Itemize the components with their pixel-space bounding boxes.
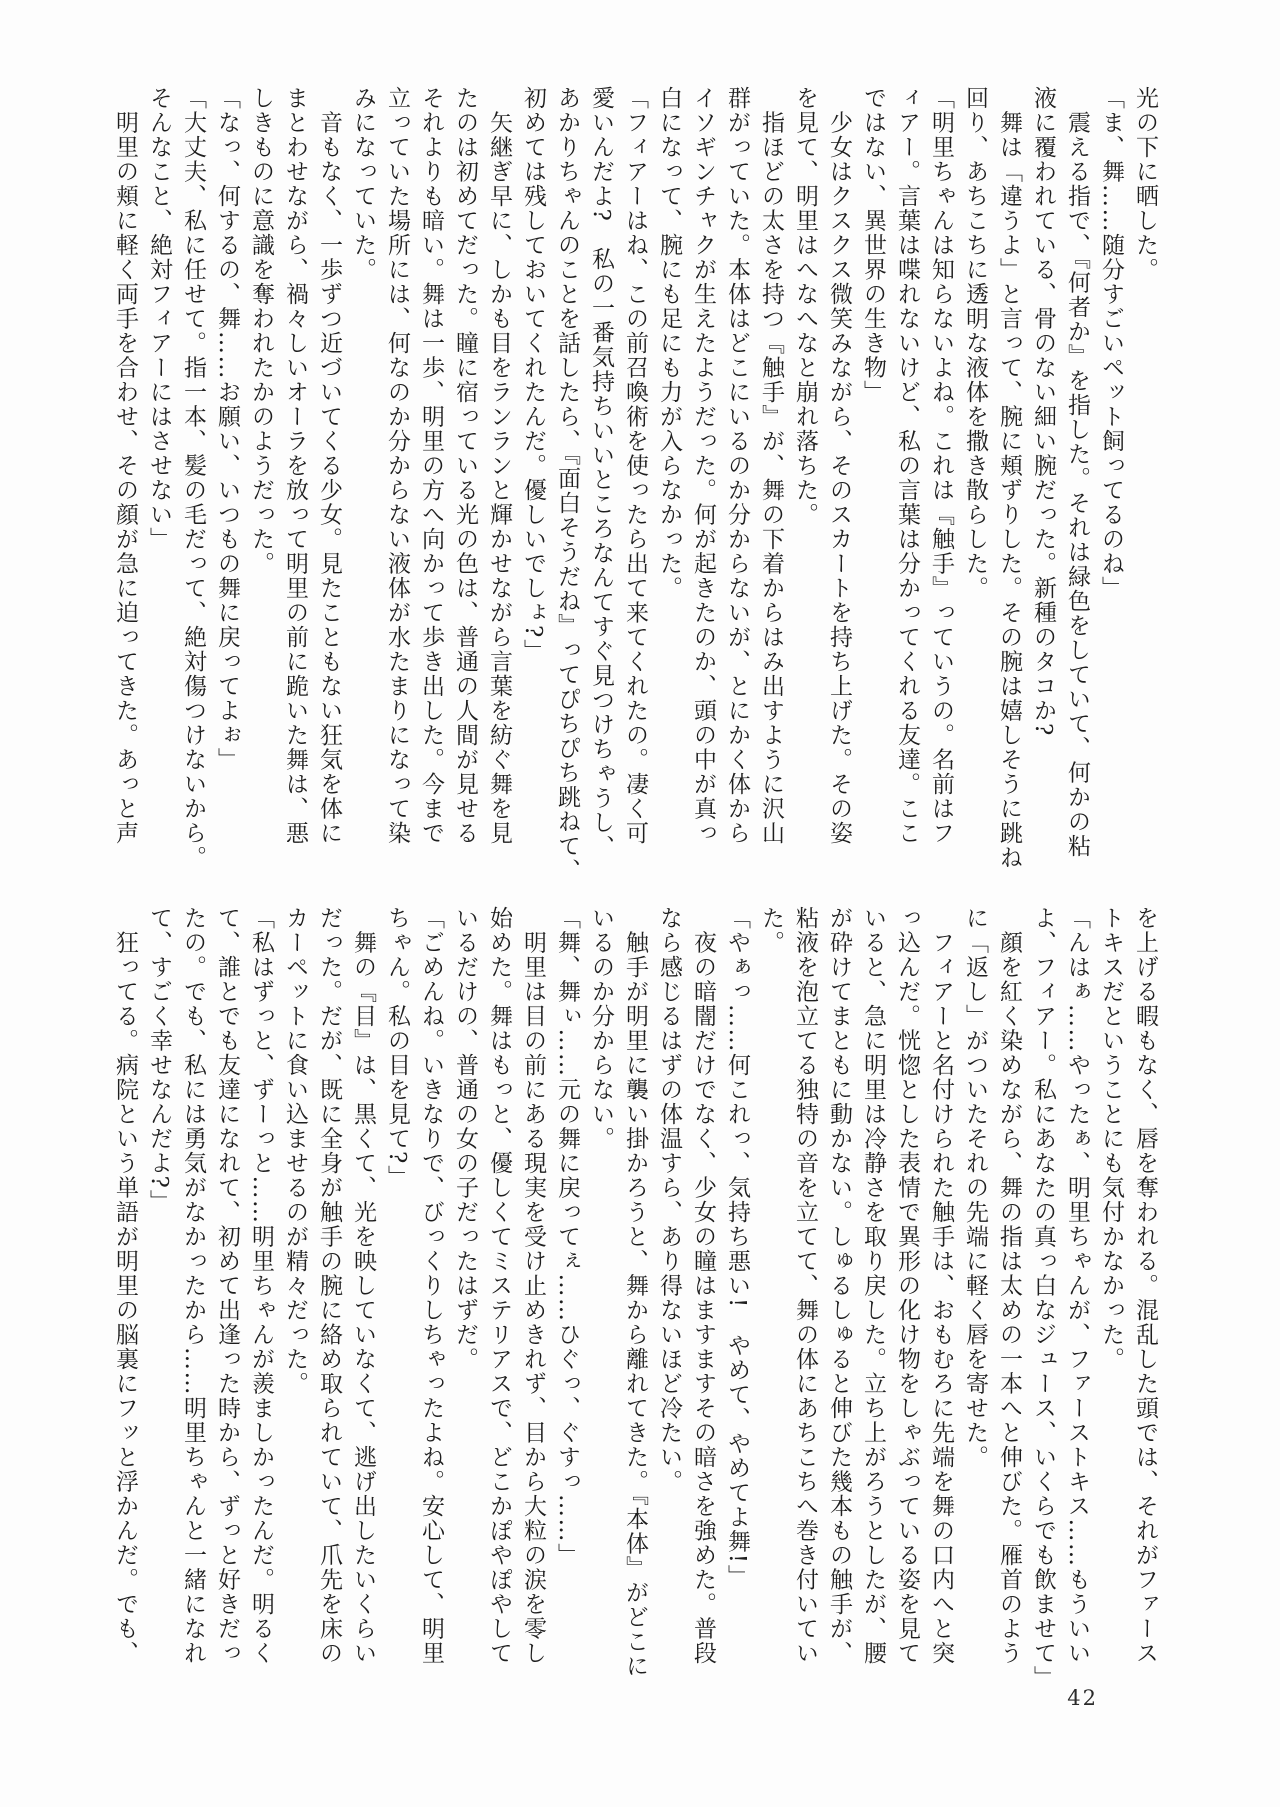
- top-text-block: [108, 86, 1162, 883]
- text-column: 光の下に晒した。: [1132, 86, 1158, 282]
- text-column: 顔を紅く染めながら、舞の指は太めの一本へと伸びた。雁首のよう: [996, 906, 1022, 1666]
- text-column: 少女はクスクス微笑みながら、そのスカートを持ち上げた。その姿: [826, 86, 852, 846]
- text-column: 矢継ぎ早に、しかも目をランランと輝かせながら言葉を紡ぐ舞を見: [486, 86, 512, 846]
- text-column: だった。だが、既に全身が触手の腕に絡め取られていて、爪先を床の: [316, 906, 342, 1666]
- text-column: 舞は「違うよ」と言って、腕に頬ずりした。その腕は嬉しそうに跳ね: [996, 86, 1022, 870]
- text-column: 「大丈夫、私に任せて。指一本、髪の毛だって、絶対傷つけないから。: [180, 86, 206, 870]
- text-column: いると、急に明里は冷静さを取り戻した。立ち上がろうとしたが、腰: [860, 906, 886, 1666]
- text-column: 「私はずっと、ずーっと……明里ちゃんが羨ましかったんだ。明るく: [248, 906, 274, 1666]
- text-column: 粘液を泡立てる独特の音を立てて、舞の体にあちこちへ巻き付いてい: [792, 906, 818, 1666]
- text-column: ィアー。言葉は喋れないけど、私の言葉は分かってくれる友達。ここ: [894, 86, 920, 846]
- text-column: よ、フィアー。私にあなたの真っ白なジュース、いくらでも飲ませて」: [1030, 906, 1056, 1690]
- text-column: 指ほどの太さを持つ『触手』が、舞の下着からはみ出すように沢山: [758, 86, 784, 846]
- text-column: カーペットに食い込ませるのが精々だった。: [282, 906, 308, 1396]
- text-column: しきものに意識を奪われたかのようだった。: [248, 86, 274, 576]
- text-column: まとわせながら、禍々しいオーラを放って明里の前に跪いた舞は、悪: [282, 86, 308, 846]
- text-column: たの。でも、私には勇気がなかったから……明里ちゃんと一緒になれ: [180, 906, 206, 1666]
- text-column: 白になって、腕にも足にも力が入らなかった。: [656, 86, 682, 601]
- text-column: 夜の暗闇だけでなく、少女の瞳はますますその暗さを強めた。普段: [690, 906, 716, 1666]
- text-column: 回り、あちこちに透明な液体を撒き散らした。: [962, 86, 988, 601]
- bottom-text-block: [108, 906, 1162, 1690]
- text-column: 「ごめんね。いきなりで、びっくりしちゃったよね。安心して、明里: [418, 906, 444, 1666]
- text-column: 初めては残しておいてくれたんだ。優しいでしょ?」: [520, 86, 546, 664]
- text-column: 「なっ、何するの、舞……お願い、いつもの舞に戻ってよぉ」: [214, 86, 240, 772]
- text-column: 「やぁっ……何これっ、気持ち悪い! やめて、やめてよ舞!」: [724, 906, 750, 1589]
- text-column: いるのか分からない。: [588, 906, 614, 1151]
- text-column: あかりちゃんのことを話したら、『面白そうだね』ってぴちぴち跳ねて、: [554, 86, 580, 883]
- text-column: 狂ってる。病院という単語が明里の脳裏にフッと浮かんだ。でも、: [112, 906, 138, 1666]
- text-column: 震える指で、『何者か』を指した。それは緑色をしていて、何かの粘: [1064, 86, 1090, 859]
- text-column: に「返し」がついたそれの先端に軽く唇を寄せた。: [962, 906, 988, 1470]
- text-column: みになっていた。: [350, 86, 376, 282]
- text-column: 「明里ちゃんは知らないよね。これは『触手』っていうの。名前はフ: [928, 86, 954, 846]
- text-column: た。: [758, 906, 784, 955]
- text-column: フィアーと名付けられた触手は、おもむろに先端を舞の口内へと突: [928, 906, 954, 1666]
- text-column: 「舞、舞ぃ……元の舞に戻ってぇ……ひぐっ、ぐすっ……」: [554, 906, 580, 1568]
- text-column: イソギンチャクが生えたようだった。何が起きたのか、頭の中が真っ: [690, 86, 716, 846]
- text-column: を見て、明里はへなへなと崩れ落ちた。: [792, 86, 818, 527]
- text-column: 「んはぁ……やったぁ、明里ちゃんが、ファーストキス……もういい: [1064, 906, 1090, 1666]
- text-column: いるだけの、普通の女の子だったはずだ。: [452, 906, 478, 1372]
- text-column: 群がっていた。本体はどこにいるのか分からないが、とにかく体から: [724, 86, 750, 846]
- text-column: それよりも暗い。舞は一歩、明里の方へ向かって歩き出した。今まで: [418, 86, 444, 846]
- text-column: 液に覆われている、骨のない細い腕だった。新種のタコか?: [1030, 86, 1056, 737]
- text-column: て、すごく幸せなんだよ?」: [146, 906, 172, 1214]
- text-column: 立っていた場所には、何なのか分からない液体が水たまりになって染: [384, 86, 410, 846]
- page-number: 42: [1067, 1686, 1098, 1710]
- text-column: 触手が明里に襲い掛かろうと、舞から離れてきた。『本体』がどこに: [622, 906, 648, 1679]
- text-column: 愛いんだよ? 私の一番気持ちいいところなんてすぐ見つけちゃうし、: [588, 86, 614, 860]
- text-column: 舞の『目』は、黒くて、光を映していなくて、逃げ出したいくらい: [350, 906, 376, 1666]
- text-column: たのは初めてだった。瞳に宿っている光の色は、普通の人間が見せる: [452, 86, 478, 846]
- text-column: 明里は目の前にある現実を受け止めきれず、目から大粒の涙を零し: [520, 906, 546, 1666]
- text-column: 始めた。舞はもっと、優しくてミステリアスで、どこかぽやぽやして: [486, 906, 512, 1666]
- text-column: を上げる暇もなく、唇を奪われる。混乱した頭では、それがファース: [1132, 906, 1158, 1666]
- text-column: トキスだということにも気付かなかった。: [1098, 906, 1124, 1372]
- text-column: 音もなく、一歩ずつ近づいてくる少女。見たこともない狂気を体に: [316, 86, 342, 846]
- text-column: ちゃん。私の目を見て?」: [384, 906, 410, 1190]
- text-column: 「フィアーはね、この前召喚術を使ったら出て来てくれたの。凄く可: [622, 86, 648, 846]
- text-column: て、誰とでも友達になれて、初めて出逢った時から、ずっと好きだっ: [214, 906, 240, 1666]
- text-column: が砕けてまともに動かない。しゅるしゅると伸びた幾本もの触手が、: [826, 906, 852, 1666]
- text-column: そんなこと、絶対フィアーにはさせない」: [146, 86, 172, 552]
- text-column: なら感じるはずの体温すら、あり得ないほど冷たい。: [656, 906, 682, 1494]
- text-column: 「ま、舞……随分すごいペット飼ってるのね」: [1098, 86, 1124, 601]
- text-column: ではない、異世界の生き物」: [860, 86, 886, 405]
- text-column: っ込んだ。恍惚とした表情で異形の化け物をしゃぶっている姿を見て: [894, 906, 920, 1666]
- text-column: 明里の頬に軽く両手を合わせ、その顔が急に迫ってきた。あっと声: [112, 86, 138, 846]
